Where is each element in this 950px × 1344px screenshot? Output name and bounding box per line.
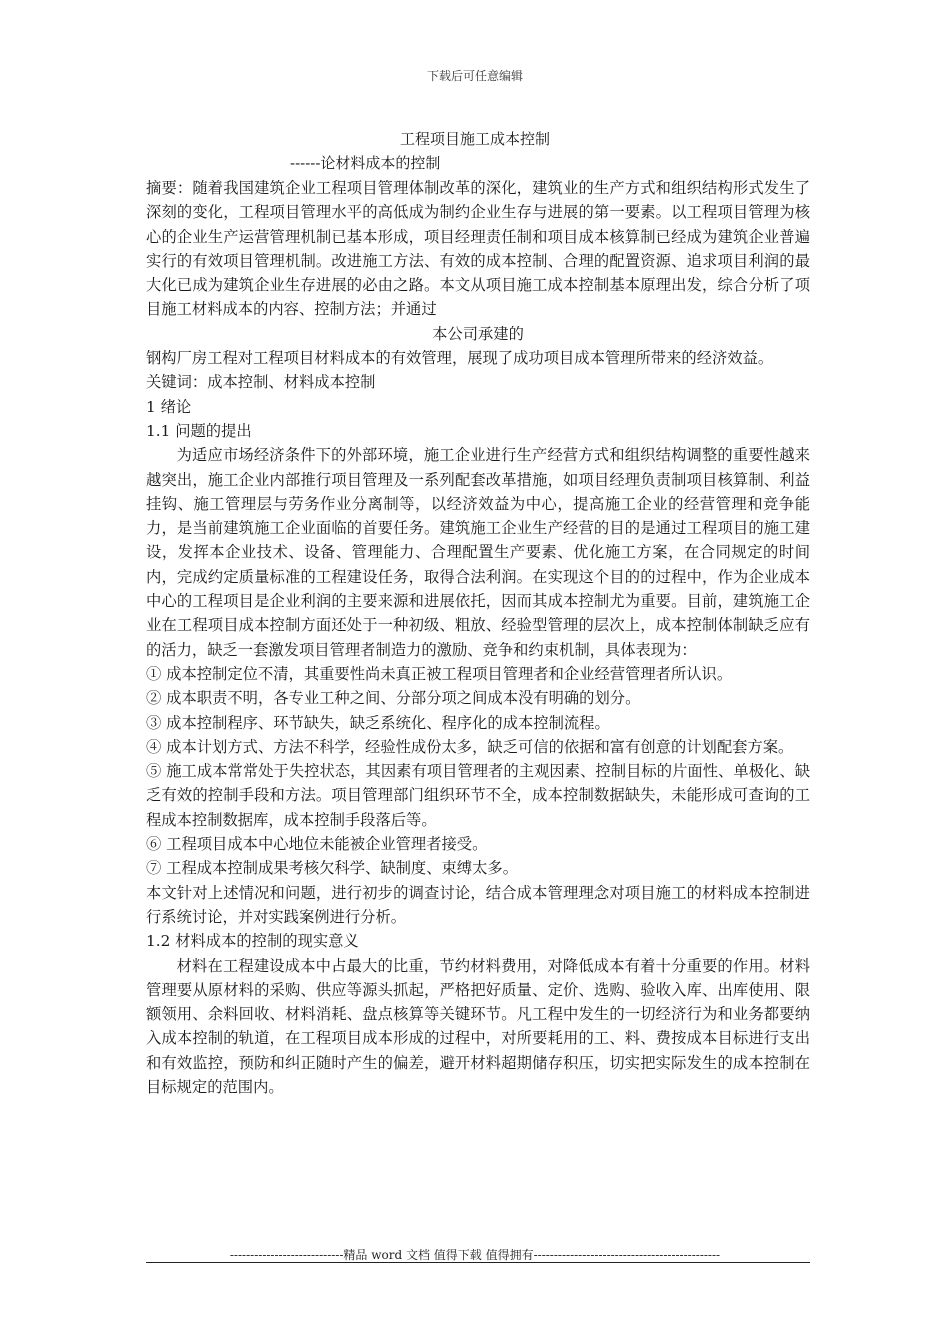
abstract-continuation: 钢构厂房工程对工程项目材料成本的有效管理，展现了成功项目成本管理所带来的经济效益。 bbox=[146, 349, 774, 368]
abstract-centered-line: 本公司承建的 bbox=[432, 324, 524, 343]
list-item: ③ 成本控制程序、环节缺失，缺乏系统化、程序化的成本控制流程。 bbox=[146, 713, 610, 732]
list-item: ① 成本控制定位不清，其重要性尚未真正被工程项目管理者和企业经营管理者所认识。 bbox=[146, 664, 733, 683]
section-heading-1-2: 1.2 材料成本的控制的现实意义 bbox=[146, 932, 359, 951]
document-title: 工程项目施工成本控制 bbox=[399, 130, 550, 148]
page-header: 下载后可任意编辑 bbox=[426, 69, 523, 83]
keywords: 关键词：成本控制、材料成本控制 bbox=[146, 373, 376, 392]
document-subtitle: ------论材料成本的控制 bbox=[290, 154, 441, 172]
paragraph-material-significance: 材料在工程建设成本中占最大的比重，节约材料费用，对降低成本有着十分重要的作用。材料管理要从原材料的采购、供应等源头抓起，严格把好质量、定价、选购、验收入库、出库使用、限额领用、余料回收、材料消耗、盘点核算等关键环节。凡工程中发生的一切经济行为和业务都要纳入成本控制的轨道，在工程项目成本形成的过程中，对所要耗用的工、料、费按成本目标进行支出和有效监控，预防和纠正随时产生的偏差，避开材料超期储存积压，切实把实际发生的成本控制在目标规定的范围内。 bbox=[146, 956, 810, 1096]
list-item: ② 成本职责不明，各专业工种之间、分部分项之间成本没有明确的划分。 bbox=[146, 689, 641, 708]
list-item: ⑥ 工程项目成本中心地位未能被企业管理者接受。 bbox=[146, 835, 488, 854]
paragraph-problem: 为适应市场经济条件下的外部环境，施工企业进行生产经营方式和组织结构调整的重要性越来越突出，施工企业内部推行项目管理及一系列配套改革措施，如项目经理负责制项目核算制、利益挂钩、施工管理层与劳务作业分离制等，以经济效益为中心，提高施工企业的经营管理和竞争能力，是当前建筑施工企业面临的首要任务。建筑施工企业生产经营的目的是通过工程项目的施工建设，发挥本企业技术、设备、管理能力、合理配置生产要素、优化施工方案，在合同规定的时间内，完成约定质量标准的工程建设任务，取得合法利润。在实现这个目的的过程中，作为企业成本中心的工程项目是企业利润的主要来源和进展依托，因而其成本控制尤为重要。目前，建筑施工企业在工程项目成本控制方面还处于一种初级、粗放、经验型管理的层次上，成本控制体制缺乏应有的活力，缺乏一套激发项目管理者制造力的激励、竞争和约束机制，具体表现为： bbox=[146, 446, 810, 659]
list-item: ⑤ 施工成本常常处于失控状态，其因素有项目管理者的主观因素、控制目标的片面性、单极化、缺乏有效的控制手段和方法。项目管理部门组织环节不全，成本控制数据缺失，未能形成可查询的工程成本控制数据库，成本控制手段落后等。 bbox=[146, 762, 810, 829]
paragraph-summary: 本文针对上述情况和问题，进行初步的调查讨论，结合成本管理理念对项目施工的材料成本控制进行系统讨论，并对实践案例进行分析。 bbox=[146, 883, 810, 926]
section-heading-1: 1 绪论 bbox=[146, 397, 192, 416]
page-footer: ----------------------------精品 word 文档 值得下载 值得拥有---------------------------------------------- bbox=[229, 1248, 721, 1262]
footer-divider bbox=[146, 1262, 810, 1263]
section-heading-1-1: 1.1 问题的提出 bbox=[146, 421, 252, 440]
list-item: ④ 成本计划方式、方法不科学，经验性成份太多，缺乏可信的依据和富有创意的计划配套方案。 bbox=[146, 737, 794, 756]
list-item: ⑦ 工程成本控制成果考核欠科学、缺制度、束缚太多。 bbox=[146, 859, 518, 878]
abstract-paragraph: 摘要：随着我国建筑企业工程项目管理体制改革的深化，建筑业的生产方式和组织结构形式发生了深刻的变化，工程项目管理水平的高低成为制约企业生存与进展的第一要素。以工程项目管理为核心的企业生产运营管理机制已基本形成，项目经理责任制和项目成本核算制已经成为建筑企业普遍实行的有效项目管理机制。改进施工方法、有效的成本控制、合理的配置资源、追求项目利润的最大化已成为建筑企业生存进展的必由之路。本文从项目施工成本控制基本原理出发，综合分析了项目施工材料成本的内容、控制方法；并通过 bbox=[146, 179, 810, 319]
document-body bbox=[146, 176, 810, 1099]
